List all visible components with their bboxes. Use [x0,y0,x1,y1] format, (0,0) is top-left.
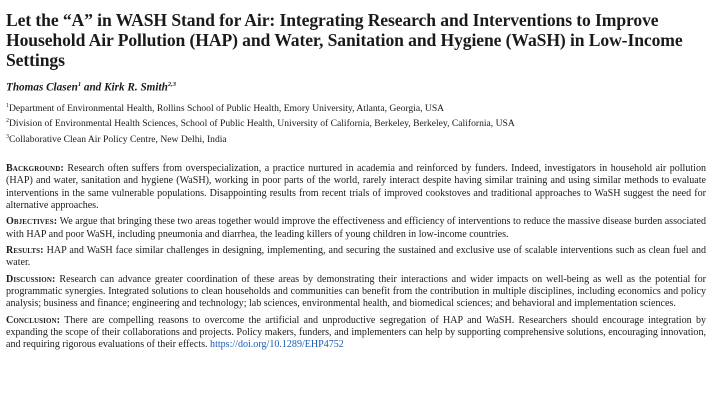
abstract-background [6,163,706,212]
affiliation-2-text: Division of Environmental Health Sciences, School of Public Health, University of California, Berkeley, Berkeley, California, USA [9,118,515,130]
author-2-affil-mark: 2,3 [167,81,176,88]
objectives-text: We argue that bringing these two areas together would improve the effectiveness and efficiency of interventions to reduce the massive disease burden associated with HAP and poor WaSH, including pneumonia and diarrhea, the leading killers of young children in low-income countries. [6,216,706,240]
affiliation-1-mark: 1 [6,102,9,109]
author-joiner: and [81,81,105,94]
affiliations [6,100,712,146]
affiliation-1-text: Department of Environmental Health, Rollins School of Public Health, Emory University, Atlanta, Georgia, USA [9,102,445,114]
affiliation-3-text: Collaborative Clean Air Policy Centre, New Delhi, India [9,133,227,145]
doi-link[interactable]: https://doi.org/10.1289/EHP4752 [210,339,344,351]
affiliation-2 [6,115,712,130]
author-1-name: Thomas Clasen [6,81,78,94]
abstract [6,163,706,356]
affiliation-1 [6,100,712,115]
affiliation-3-mark: 3 [6,133,9,140]
paper-title: Let the “A” in WASH Stand for Air: Integrating Research and Interventions to Improve Household Air Pollution (HAP) and Water, Sanitation and Hygiene (WaSH) in Low-Income Settings [6,10,683,70]
abstract-results [6,245,706,270]
abstract-discussion [6,274,706,311]
background-text: Research often suffers from overspecialization, a practice nurtured in academia and reinforced by funders. Indeed, investigators in household air pollution (HAP) and water, sanitation and hygiene (WaSH), working in poor parts of the world, rarely interact despite having similar training and using similar methods to evaluate interventions in the same vulnerable populations. Disappointing results from recent trials of improved cookstoves and traditional approaches to WaSH suggest the need for alternative approaches. [6,163,706,212]
discussion-heading: Discussion: [6,273,56,285]
results-heading: Results: [6,245,44,257]
affiliation-2-mark: 2 [6,118,9,125]
author-line [6,78,712,95]
author-1-affil-mark: 1 [77,81,82,88]
conclusion-heading: Conclusion: [6,314,61,326]
paper-page [6,0,712,351]
author-2-name: Kirk R. Smith [104,81,168,94]
abstract-objectives [6,216,706,241]
objectives-heading: Objectives: [6,216,58,228]
conclusion-text: There are compelling reasons to overcome the artificial and unproductive segregation of HAP and WaSH. Researchers should encourage integration by expanding the scope of their collaborations and projects. Policy makers, funders, and implementers can help by supporting comprehensive solutions, encouraging innovation, and requiring rigorous evaluations of their effects. [6,314,706,351]
discussion-text: Research can advance greater coordination of these areas by demonstrating their interactions and wider impacts on well-being as well as the potential for programmatic synergies. Integrated solutions to clean households and communities can benefit from the contribution in multiple disciplines, including economics and policy analysis; business and finance; engineering and technology; lab sciences, environmental health, and biomedical sciences; and behavioral and implementation sciences. [6,273,706,310]
affiliation-3 [6,131,712,146]
background-heading: Background: [6,163,64,174]
results-text: HAP and WaSH face similar challenges in designing, implementing, and securing the sustained and exclusive use of scalable interventions such as clean fuel and water. [6,245,706,269]
abstract-conclusion [6,315,706,352]
